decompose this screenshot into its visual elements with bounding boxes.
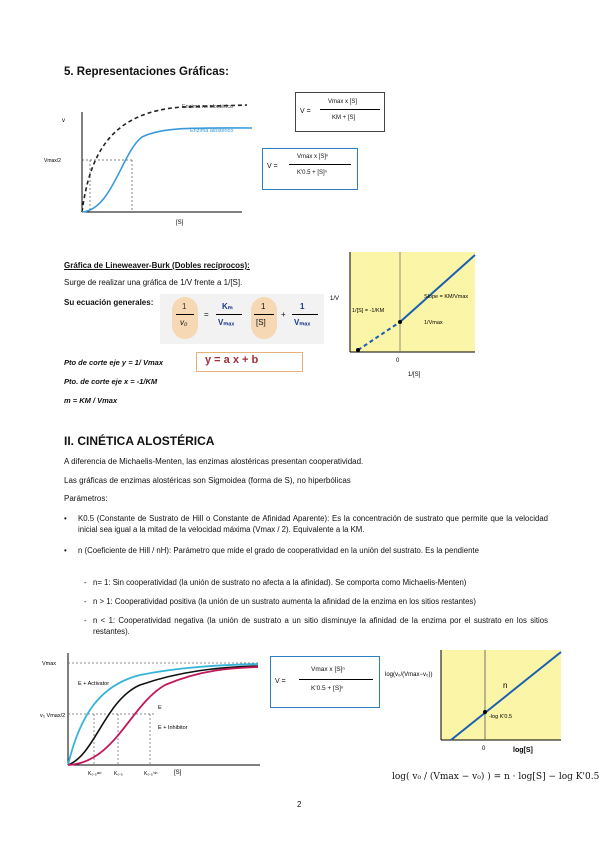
mm-equation-box: V = Vmax x [S] KM + [S] <box>295 92 385 132</box>
x-axis-label: [S] <box>176 220 184 226</box>
p3: Parámetros: <box>64 494 108 503</box>
p2: Las gráficas de enzimas alostéricas son Sigmoidea (forma de S), no hiperbólicas <box>64 476 351 485</box>
sub-n-gt1: n > 1: Cooperatividad positiva (la unión de un sustrato aumenta la afinidad de la enzima en los sitios restantes) <box>93 597 476 606</box>
label-allosteric: Enzima alostérico <box>190 128 234 134</box>
activator-curve <box>68 664 258 765</box>
page-number: 2 <box>297 800 302 809</box>
inhibitor-label: E + Inhibitor <box>158 725 188 731</box>
p1: A diferencia de Michaelis-Menten, las enzimas alostéricas presentan cooperatividad. <box>64 457 364 466</box>
bullet-n: n (Coeficiente de Hill / nH): Parámetro que mide el grado de cooperatividad en la unión del sustrato. Es la pendiente <box>78 546 479 555</box>
hill-eq-box-2: V = Vmax x [S]ⁿ K'0.5 + [S]ⁿ <box>270 656 380 708</box>
hill-ylabel: log(v₀/(Vmax−v₀)) <box>385 672 433 678</box>
cut-y: Pto de corte eje y = 1/ Vmax <box>64 358 164 367</box>
bullet-k05: K0.5 (Constante de Sustrato de Hill o Constante de Afinidad Aparente): Es la concentración de sustrato que permite que la velocidad inicial sea igual a la mitad de la velocidad máxima (Vmax / 2). Equivalente a la KM. <box>78 514 548 534</box>
hill-xlabel: log[S] <box>513 747 533 754</box>
slope-eq: m = KM / Vmax <box>64 396 118 405</box>
activator-label: E + Activator <box>78 681 110 687</box>
e-label: E <box>158 705 162 711</box>
label-nonallosteric: Enzima no alostérico <box>182 104 234 110</box>
lb-xlabel: 1/[S] <box>408 372 421 378</box>
lb-slope: Slope = KM/Vmax <box>424 294 469 300</box>
linear-form-box: y = a x + b <box>196 352 303 372</box>
cut-x: Pto. de corte eje x = -1/KM <box>64 377 158 386</box>
lb-x-intercept: 1/[S] = -1/KM <box>352 308 385 314</box>
k-e: K₀.₅ <box>114 771 123 777</box>
s-label: [S] <box>174 770 182 776</box>
k-inh: K₀.₅ⁱⁿʰ <box>144 771 158 777</box>
lineweaver-plot <box>328 250 478 385</box>
lineweaver-title: Gráfica de Lineweaver-Burk (Dobles recíprocos): <box>64 261 250 270</box>
hill-formula: log( v₀ / (Vmax − v₀) ) = n · log[S] − log K'0.5 <box>392 772 600 782</box>
y-axis-label: v <box>62 118 65 124</box>
lb-y-intercept: 1/Vmax <box>424 320 443 326</box>
hill-k: -log K'0.5 <box>489 714 513 720</box>
lb-origin: 0 <box>396 358 400 364</box>
activator-inhibitor-plot <box>40 645 262 787</box>
hill-plot <box>385 648 565 758</box>
lb-ylabel: 1/V <box>330 296 340 302</box>
vmax-label: Vmax <box>42 661 57 667</box>
hill-n: n <box>503 681 508 690</box>
hill-equation-box: V = Vmax x [S]ⁿ K'0.5 + [S]ⁿ <box>262 148 358 190</box>
k-act: K₀.₅ᵃᶜᵗ <box>88 771 102 777</box>
allosteric-curve <box>82 128 252 212</box>
y-tick-vmax-half: Vmax/2 <box>44 158 61 164</box>
non-allosteric-curve <box>82 105 247 212</box>
section-2-title: II. CINÉTICA ALOSTÉRICA <box>64 434 215 448</box>
hill-origin: 0 <box>482 746 486 752</box>
sub-n1: n= 1: Sin cooperatividad (la unión de sustrato no afecta a la afinidad). Se comporta como Michaelis-Menten) <box>93 578 467 587</box>
lineweaver-equation: 1 v₀ = Kₘ Vₘₐₓ 1 [S] + 1 Vₘₐₓ <box>160 294 324 344</box>
half-vmax-label: v₀ Vmax/2 <box>40 713 66 719</box>
lineweaver-eq-intro: Su ecuación generales: <box>64 298 154 307</box>
lineweaver-desc: Surge de realizar una gráfica de 1/V frente a 1/[S]. <box>64 278 243 287</box>
section-5-title: 5. Representaciones Gráficas: <box>64 66 229 78</box>
sub-n-lt1: n < 1: Cooperatividad negativa (la unión de sustrato a un sitio disminuye la afinidad de la enzima por el sustrato en los sitios restantes). <box>93 616 548 636</box>
